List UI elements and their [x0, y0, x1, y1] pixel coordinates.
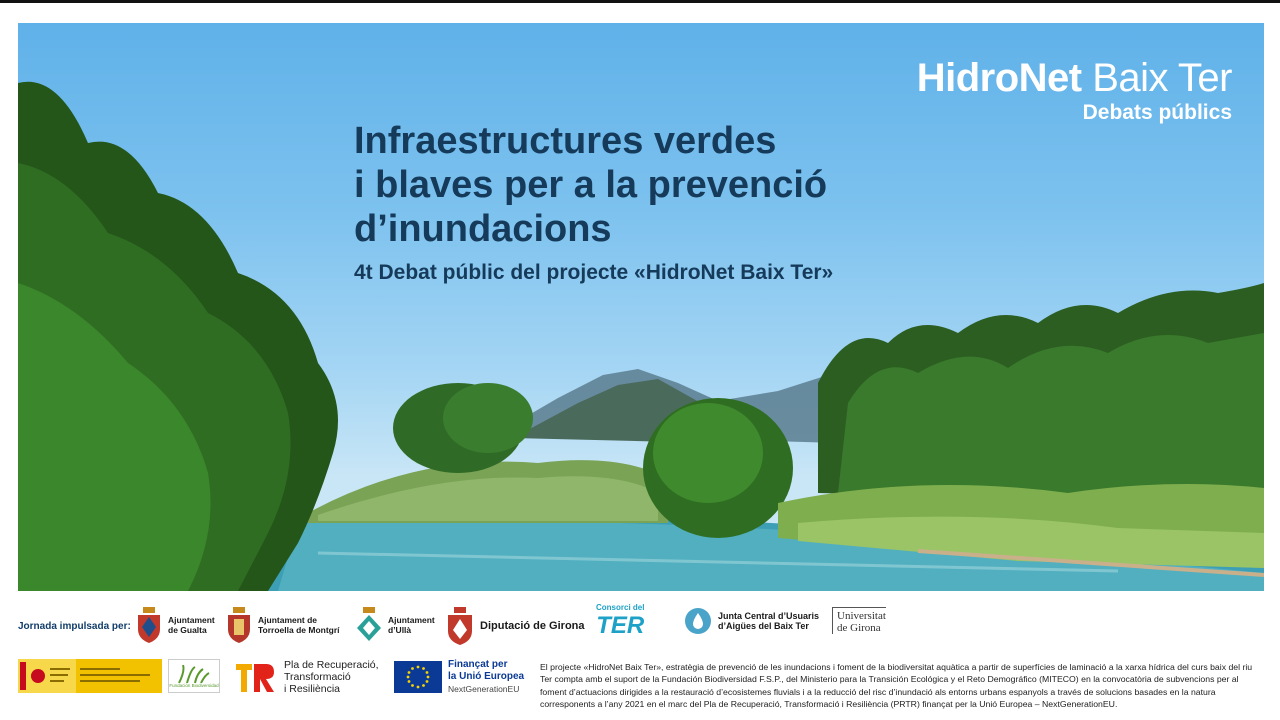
prtr-line-2: Transformació — [284, 671, 351, 683]
gobierno-logo — [18, 659, 162, 693]
coat-of-arms-icon — [226, 607, 252, 643]
funding-footer — [18, 659, 1264, 715]
eu-line-1: Finançat per — [448, 659, 508, 670]
sponsor-consorci — [596, 603, 644, 639]
sponsor-qualta-line-1: Ajuntament — [168, 615, 215, 625]
sponsor-udg — [832, 607, 886, 634]
brand-logo — [917, 57, 1232, 125]
eu-line-2: la Unió Europea — [448, 671, 525, 682]
coat-of-arms-icon — [446, 607, 474, 645]
headline-title — [354, 119, 833, 251]
sponsor-junta-line-1: Junta Central d’Usuaris — [718, 611, 820, 621]
sponsors-label: Jornada impulsada per: — [18, 621, 131, 632]
sponsor-diputacio — [446, 607, 585, 645]
grass-icon — [177, 665, 211, 683]
biodiversidad-logo — [168, 659, 220, 693]
water-drop-icon — [684, 607, 712, 635]
prtr-line-1: Pla de Recuperació, — [284, 659, 379, 671]
eu-logo — [394, 659, 524, 695]
sponsor-diputacio-label: Diputació de Girona — [480, 619, 585, 632]
headline-line-2: i blaves per a la prevenció — [354, 164, 828, 206]
sponsor-junta-line-2: d’Aigües del Baix Ter — [718, 621, 809, 631]
eu-line-3: NextGenerationEU — [448, 684, 520, 694]
prtr-logo — [236, 659, 379, 695]
prtr-line-3: i Resiliència — [284, 683, 341, 695]
headline-line-1: Infraestructures verdes — [354, 120, 777, 162]
sponsor-torroella-line-1: Ajuntament de — [258, 615, 318, 625]
sponsor-torroella-line-2: Torroella de Montgrí — [258, 625, 340, 635]
sponsor-ulla-line-1: Ajuntament — [388, 615, 435, 625]
sponsor-junta — [684, 607, 819, 635]
headline-line-3: d’inundacions — [354, 208, 612, 250]
prtr-tr-icon — [236, 660, 276, 694]
sponsor-ulla — [356, 607, 435, 643]
headline-subtitle: 4t Debat públic del projecte «HidroNet Baix Ter» — [354, 261, 834, 284]
brand-subtitle: Debats públics — [1082, 101, 1232, 124]
sponsor-udg-line-1: Universitat — [837, 610, 886, 622]
hero-landscape — [18, 23, 1264, 591]
sponsor-consorci-line-1: Consorci del — [596, 603, 645, 612]
sponsor-torroella — [226, 607, 340, 643]
headline — [354, 119, 833, 285]
coat-of-arms-icon — [356, 607, 382, 643]
brand-name — [917, 57, 1232, 99]
eu-flag-icon — [394, 661, 442, 693]
coat-of-arms-icon — [136, 607, 162, 643]
sponsor-qualta-line-2: de Gualta — [168, 625, 207, 635]
sponsor-qualta — [136, 607, 215, 643]
biodiversidad-label: Fundación Biodiversidad — [169, 682, 219, 688]
spain-government-logo-icon — [18, 659, 162, 693]
legal-notice: El projecte «HidroNet Baix Ter», estratègia de prevenció de les inundacions i foment de la biodiversitat aquàtica a partir de superfícies de laminació a la xarxa hídrica del curs baix del riu Ter compta amb el suport de la Fundación Biodiversidad F.S.P., del Ministerio para la Transición Ecológica y el Reto Demográfico (MITECO) en la convocatòria de subvencions per al foment d’actuacions dirigides a la restauració d’ecosistemes fluvials i a la reducció del risc d’inundació als entorns urbans espanyols a través de solucions basades en la natura corresponents a l’any 2021 en el marc del Pla de Recuperació, Transformació i Resiliència (PRTR) finançat per la Unió Europea – NextGenerationEU. — [540, 662, 1253, 710]
brand-name-bold: HidroNet — [916, 56, 1082, 100]
sponsor-ulla-line-2: d’Ullà — [388, 625, 412, 635]
sponsor-udg-line-2: de Girona — [837, 622, 881, 634]
sponsor-consorci-line-2: TER — [596, 612, 645, 639]
brand-name-light: Baix Ter — [1092, 56, 1232, 100]
sponsors-bar — [18, 603, 1264, 651]
